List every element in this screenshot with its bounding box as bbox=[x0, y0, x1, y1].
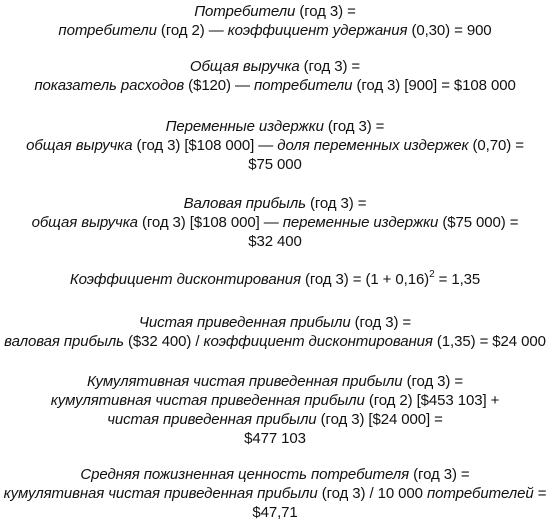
formula-line bbox=[0, 465, 550, 484]
variable-name: валовая прибыль bbox=[4, 333, 124, 350]
formula-text: (год 2) [$453 103] + bbox=[364, 392, 500, 409]
formula-text: ($32 400) / bbox=[123, 333, 204, 350]
formula-text: (год 3) [$108 000] — bbox=[137, 214, 283, 231]
formula-text: (год 3) = bbox=[305, 195, 367, 212]
formula-text: = bbox=[533, 485, 547, 502]
variable-name: коэффициент удержания bbox=[227, 22, 408, 39]
variable-name: показатель расходов bbox=[34, 77, 185, 94]
formula-text: (1,35) = $24 000 bbox=[432, 333, 546, 350]
formula-line bbox=[0, 429, 550, 448]
variable-name: переменные издержки bbox=[282, 214, 439, 231]
formula-text: (год 3) [$24 000] = bbox=[316, 411, 443, 428]
formula-text: $47,71 bbox=[252, 504, 298, 521]
variable-name: Чистая приведенная прибыли bbox=[138, 314, 351, 331]
variable-name: потребителей bbox=[426, 485, 534, 502]
formula-line bbox=[0, 213, 550, 232]
formula-line bbox=[0, 155, 550, 174]
formula-variable-costs bbox=[0, 117, 550, 174]
formula-text: $75 000 bbox=[248, 156, 302, 173]
formula-line bbox=[0, 313, 550, 332]
formula-text: ($120) — bbox=[184, 77, 254, 94]
formula-text: (год 3) = (1 + 0,16) bbox=[300, 271, 430, 288]
formula-line bbox=[0, 2, 550, 21]
formula-line bbox=[0, 57, 550, 76]
exponent: 2 bbox=[429, 269, 435, 280]
variable-name: Валовая прибыль bbox=[183, 195, 306, 212]
variable-name: Потребители bbox=[194, 3, 296, 20]
formula-text: (год 2) — bbox=[156, 22, 228, 39]
formula-text: (год 3) = bbox=[299, 58, 361, 75]
formula-text: (год 3) = bbox=[402, 373, 464, 390]
formula-text: (год 3) / 10 000 bbox=[317, 485, 427, 502]
formula-text: ($75 000) = bbox=[438, 214, 519, 231]
variable-name: Переменные издержки bbox=[165, 118, 324, 135]
formula-discount-factor bbox=[0, 270, 550, 289]
variable-name: потребители bbox=[253, 77, 353, 94]
formula-text: (год 3) = bbox=[323, 118, 385, 135]
variable-name: доля переменных издержек bbox=[277, 137, 469, 154]
formula-line bbox=[0, 117, 550, 136]
variable-name: Общая выручка bbox=[189, 58, 300, 75]
formula-text: (0,70) = bbox=[468, 137, 524, 154]
formula-line bbox=[0, 136, 550, 155]
variable-name: Коэффициент дисконтирования bbox=[69, 271, 301, 288]
formula-cumulative-net-present-profit bbox=[0, 372, 550, 448]
formula-line bbox=[0, 391, 550, 410]
formula-text: $32 400 bbox=[248, 233, 302, 250]
formula-line bbox=[0, 410, 550, 429]
formula-total-revenue bbox=[0, 57, 550, 95]
variable-name: кумулятивная чистая приведенная прибыли bbox=[3, 485, 318, 502]
formula-line bbox=[0, 503, 550, 522]
variable-name: коэффициент дисконтирования bbox=[203, 333, 433, 350]
formula-text: $477 103 bbox=[244, 430, 306, 447]
variable-name: чистая приведенная прибыли bbox=[107, 411, 317, 428]
formula-line bbox=[0, 270, 550, 289]
formula-text: (год 3) [900] = $108 000 bbox=[352, 77, 516, 94]
formula-net-present-profit bbox=[0, 313, 550, 351]
formula-average-customer-lifetime-value bbox=[0, 465, 550, 522]
formula-line bbox=[0, 194, 550, 213]
variable-name: Кумулятивная чистая приведенная прибыли bbox=[86, 373, 403, 390]
formula-text: = 1,35 bbox=[434, 271, 481, 288]
formula-line bbox=[0, 76, 550, 95]
variable-name: общая выручка bbox=[31, 214, 138, 231]
variable-name: кумулятивная чистая приведенная прибыли bbox=[50, 392, 365, 409]
formula-line bbox=[0, 21, 550, 40]
formula-gross-profit bbox=[0, 194, 550, 251]
formula-line bbox=[0, 332, 550, 351]
formula-text: (год 3) = bbox=[350, 314, 412, 331]
formula-text: (год 3) [$108 000] — bbox=[132, 137, 278, 154]
formula-line bbox=[0, 232, 550, 251]
formula-text: (0,30) = 900 bbox=[407, 22, 492, 39]
formula-text: (год 3) = bbox=[295, 3, 356, 20]
formula-line bbox=[0, 484, 550, 503]
variable-name: Средняя пожизненная ценность потребителя bbox=[80, 466, 410, 483]
formula-consumers bbox=[0, 2, 550, 40]
formula-text: (год 3) = bbox=[409, 466, 470, 483]
formula-line bbox=[0, 372, 550, 391]
variable-name: потребители bbox=[58, 22, 157, 39]
variable-name: общая выручка bbox=[26, 137, 133, 154]
